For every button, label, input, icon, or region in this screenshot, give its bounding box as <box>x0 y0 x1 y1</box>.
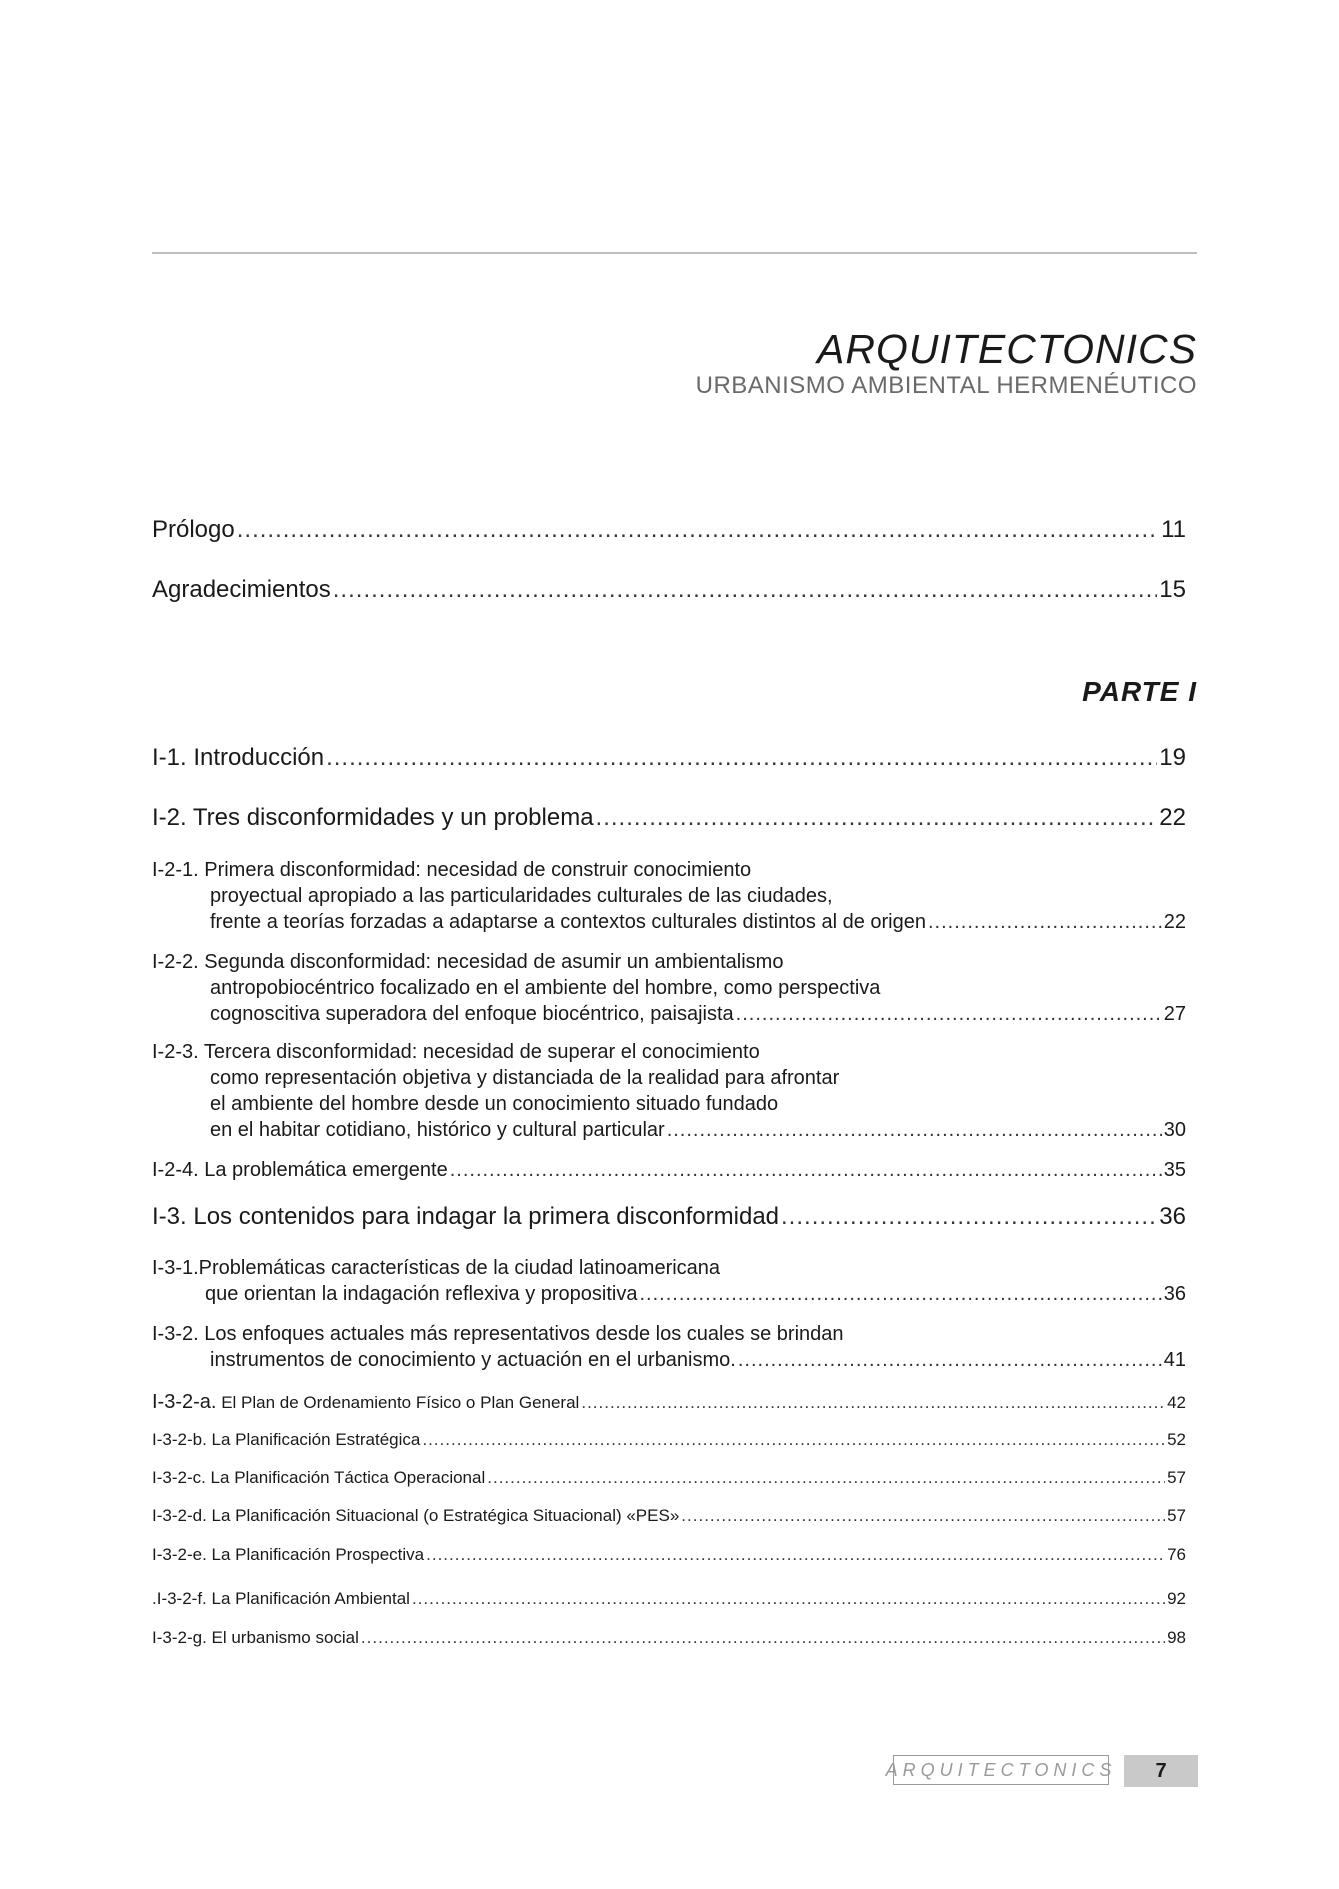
toc-entry-i-3-2-g[interactable] <box>152 1628 1186 1648</box>
book-title: ARQUITECTONICS <box>817 326 1197 372</box>
toc-line: que orientan la indagación reflexiva y propositiva <box>205 1283 638 1305</box>
leader-dots <box>738 1347 1162 1373</box>
toc-entry-i-3[interactable] <box>152 1203 1186 1231</box>
toc-entry-i-3-1[interactable] <box>152 1255 1186 1307</box>
toc-line: como representación objetiva y distanciada de la realidad para afrontar <box>210 1067 840 1089</box>
toc-entry-i-3-2-f[interactable] <box>152 1589 1186 1609</box>
footer-page-number: 7 <box>1124 1755 1198 1787</box>
leader-dots <box>928 909 1162 935</box>
toc-entry-i-1[interactable] <box>152 744 1186 772</box>
toc-page-number: 15 <box>1159 576 1186 603</box>
toc-line: antropobiocéntrico focalizado en el ambiente del hombre, como perspectiva <box>210 977 881 999</box>
leader-dots <box>326 744 1157 772</box>
toc-entry-agradecimientos[interactable] <box>152 576 1186 604</box>
toc-line: instrumentos de conocimiento y actuación en el urbanismo. <box>210 1349 736 1371</box>
toc-entry-i-2-3[interactable] <box>152 1039 1186 1143</box>
toc-label-text: El Plan de Ordenamiento Físico o Plan General <box>216 1393 580 1412</box>
toc-label: I-3-2-g. El urbanismo social <box>152 1628 359 1647</box>
toc-page-number: 30 <box>1163 1119 1186 1141</box>
toc-entry-i-3-2-b[interactable] <box>152 1430 1186 1450</box>
toc-page-number: 42 <box>1167 1393 1186 1412</box>
toc-label: .I-3-2-f. La Planificación Ambiental <box>152 1589 410 1608</box>
leader-dots <box>681 1506 1165 1526</box>
toc-label: I-3-2-d. La Planificación Situacional (o Estratégica Situacional) «PES» <box>152 1506 680 1525</box>
toc-page-number: 22 <box>1159 804 1186 831</box>
toc-page-number: 76 <box>1167 1545 1186 1564</box>
toc-page-number: 57 <box>1167 1468 1186 1487</box>
leader-dots <box>426 1545 1165 1565</box>
toc-label: Agradecimientos <box>152 576 331 603</box>
footer-book-name: ARQUITECTONICS <box>893 1755 1109 1785</box>
toc-line: I-2-1. Primera disconformidad: necesidad de construir conocimiento <box>152 859 752 881</box>
toc-page-number: 11 <box>1161 516 1186 543</box>
toc-label: I-1. Introducción <box>152 744 325 771</box>
toc-page-number: 35 <box>1163 1159 1186 1181</box>
leader-dots <box>736 1001 1162 1027</box>
toc-label: I-2-4. La problemática emergente <box>152 1159 448 1181</box>
leader-dots <box>412 1589 1165 1609</box>
toc-line: I-3-1.Problemáticas características de la ciudad latinoamericana <box>152 1257 721 1279</box>
toc-line: cognoscitiva superadora del enfoque biocéntrico, paisajista <box>210 1003 734 1025</box>
toc-entry-i-3-2-d[interactable] <box>152 1506 1186 1526</box>
toc-entry-prologo[interactable] <box>152 516 1186 544</box>
toc-line: frente a teorías forzadas a adaptarse a contextos culturales distintos al de origen <box>210 911 926 933</box>
toc-page-number: 92 <box>1167 1589 1186 1608</box>
toc-entry-i-3-2-a[interactable] <box>152 1391 1186 1414</box>
toc-page-number: 52 <box>1167 1430 1186 1449</box>
toc-line: I-2-3. Tercera disconformidad: necesidad de superar el conocimiento <box>152 1041 760 1063</box>
part-heading: PARTE I <box>1082 676 1197 707</box>
toc-line: en el habitar cotidiano, histórico y cultural particular <box>210 1119 665 1141</box>
leader-dots <box>333 576 1158 604</box>
toc-entry-i-3-2[interactable] <box>152 1321 1186 1373</box>
leader-dots <box>450 1157 1162 1183</box>
toc-entry-i-2[interactable] <box>152 804 1186 832</box>
leader-dots <box>361 1628 1165 1648</box>
toc-line: el ambiente del hombre desde un conocimiento situado fundado <box>210 1093 779 1115</box>
book-subtitle: URBANISMO AMBIENTAL HERMENÉUTICO <box>695 372 1197 399</box>
toc-page-number: 22 <box>1163 911 1186 933</box>
toc-label: I-3-2-c. La Planificación Táctica Operacional <box>152 1468 486 1487</box>
toc-line: proyectual apropiado a las particularidades culturales de las ciudades, <box>210 885 833 907</box>
toc-page-number: 36 <box>1159 1203 1186 1230</box>
toc-line: I-3-2. Los enfoques actuales más representativos desde los cuales se brindan <box>152 1323 844 1345</box>
toc-page-number: 57 <box>1167 1506 1186 1525</box>
leader-dots <box>781 1203 1157 1231</box>
toc-entry-i-2-1[interactable] <box>152 857 1186 935</box>
leader-dots <box>667 1117 1162 1143</box>
toc-entry-i-3-2-c[interactable] <box>152 1468 1186 1488</box>
toc-label: I-3. Los contenidos para indagar la primera disconformidad <box>152 1203 780 1230</box>
toc-label: Prólogo <box>152 516 235 543</box>
toc-label <box>152 1391 579 1414</box>
toc-entry-i-2-4[interactable] <box>152 1157 1186 1183</box>
header-rule <box>152 252 1197 254</box>
leader-dots <box>487 1468 1165 1488</box>
toc-page-number: 19 <box>1159 744 1186 771</box>
toc-page-number: 36 <box>1163 1283 1186 1305</box>
toc-label: I-2. Tres disconformidades y un problema <box>152 804 594 831</box>
toc-page-number: 41 <box>1163 1349 1186 1371</box>
toc-label: I-3-2-b. La Planificación Estratégica <box>152 1430 421 1449</box>
toc-line: I-2-2. Segunda disconformidad: necesidad de asumir un ambientalismo <box>152 951 784 973</box>
toc-page-number: 98 <box>1167 1628 1186 1647</box>
toc-label-prefix: I-3-2-a. <box>152 1391 217 1413</box>
leader-dots <box>596 804 1158 832</box>
leader-dots <box>237 516 1159 544</box>
toc-entry-i-2-2[interactable] <box>152 949 1186 1027</box>
leader-dots <box>422 1430 1165 1450</box>
leader-dots <box>581 1393 1165 1413</box>
toc-entry-i-3-2-e[interactable] <box>152 1545 1186 1565</box>
toc-label: I-3-2-e. La Planificación Prospectiva <box>152 1545 425 1564</box>
toc-page-number: 27 <box>1163 1003 1186 1025</box>
leader-dots <box>640 1281 1162 1307</box>
